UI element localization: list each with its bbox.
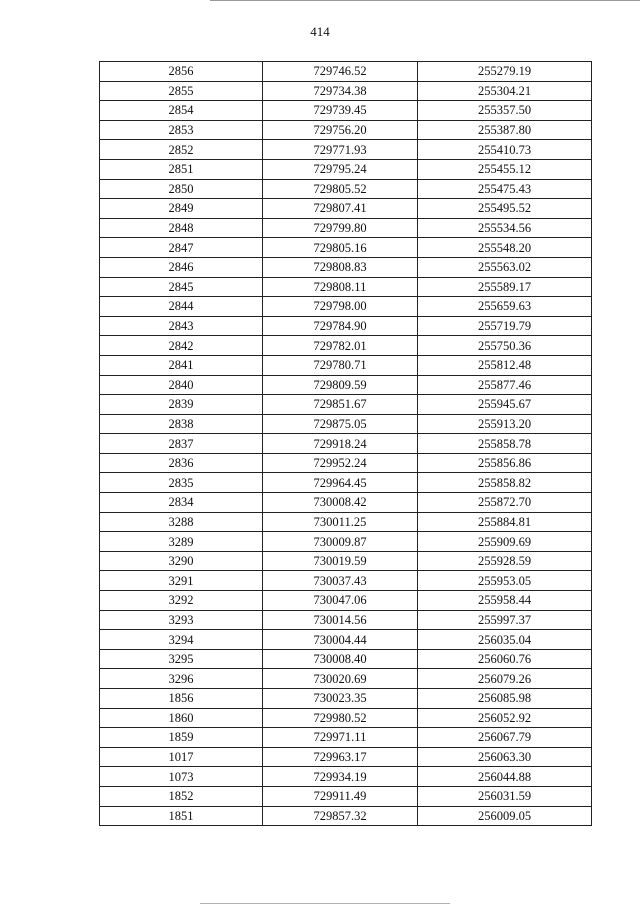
point-number-cell: 1859 [100,728,263,748]
x-coordinate-cell: 729808.11 [263,277,418,297]
y-coordinate-cell: 255909.69 [418,532,592,552]
x-coordinate-cell: 730009.87 [263,532,418,552]
y-coordinate-cell: 255589.17 [418,277,592,297]
y-coordinate-cell: 256085.98 [418,689,592,709]
point-number-cell: 2846 [100,257,263,277]
y-coordinate-cell: 255856.86 [418,453,592,473]
table-row [100,277,592,297]
x-coordinate-cell: 729934.19 [263,767,418,787]
x-coordinate-cell: 729851.67 [263,395,418,415]
y-coordinate-cell: 255410.73 [418,140,592,160]
point-number-cell: 1852 [100,786,263,806]
y-coordinate-cell: 255387.80 [418,120,592,140]
x-coordinate-cell: 729746.52 [263,62,418,82]
x-coordinate-cell: 730023.35 [263,689,418,709]
table-row [100,747,592,767]
point-number-cell: 2840 [100,375,263,395]
x-coordinate-cell: 730037.43 [263,571,418,591]
point-number-cell: 1851 [100,806,263,826]
point-number-cell: 2842 [100,336,263,356]
table-row [100,120,592,140]
point-number-cell: 3295 [100,649,263,669]
x-coordinate-cell: 729780.71 [263,355,418,375]
point-number-cell: 2852 [100,140,263,160]
x-coordinate-cell: 729798.00 [263,297,418,317]
point-number-cell: 2835 [100,473,263,493]
table-row [100,336,592,356]
coordinates-table-body [100,62,592,826]
x-coordinate-cell: 729963.17 [263,747,418,767]
x-coordinate-cell: 729805.52 [263,179,418,199]
coordinates-table-container [99,61,591,826]
table-row [100,591,592,611]
table-row [100,767,592,787]
point-number-cell: 3288 [100,512,263,532]
table-row [100,512,592,532]
table-row [100,689,592,709]
table-row [100,610,592,630]
table-row [100,355,592,375]
point-number-cell: 1017 [100,747,263,767]
x-coordinate-cell: 730008.42 [263,493,418,513]
table-row [100,179,592,199]
table-row [100,434,592,454]
point-number-cell: 2856 [100,62,263,82]
bottom-divider-line [200,903,450,904]
point-number-cell: 3289 [100,532,263,552]
table-row [100,238,592,258]
y-coordinate-cell: 255858.82 [418,473,592,493]
x-coordinate-cell: 729739.45 [263,101,418,121]
point-number-cell: 2834 [100,493,263,513]
point-number-cell: 2851 [100,159,263,179]
x-coordinate-cell: 729805.16 [263,238,418,258]
point-number-cell: 2849 [100,199,263,219]
table-row [100,728,592,748]
table-row [100,159,592,179]
point-number-cell: 2850 [100,179,263,199]
x-coordinate-cell: 730014.56 [263,610,418,630]
table-row [100,297,592,317]
x-coordinate-cell: 729964.45 [263,473,418,493]
table-row [100,81,592,101]
y-coordinate-cell: 256052.92 [418,708,592,728]
table-row [100,493,592,513]
point-number-cell: 2853 [100,120,263,140]
table-row [100,630,592,650]
y-coordinate-cell: 255548.20 [418,238,592,258]
table-row [100,101,592,121]
point-number-cell: 3294 [100,630,263,650]
point-number-cell: 3291 [100,571,263,591]
y-coordinate-cell: 255958.44 [418,591,592,611]
x-coordinate-cell: 729784.90 [263,316,418,336]
table-row [100,551,592,571]
table-row [100,649,592,669]
table-row [100,199,592,219]
point-number-cell: 2844 [100,297,263,317]
point-number-cell: 2845 [100,277,263,297]
page-number: 414 [310,24,330,39]
y-coordinate-cell: 255877.46 [418,375,592,395]
top-divider-line [210,0,640,1]
x-coordinate-cell: 729756.20 [263,120,418,140]
x-coordinate-cell: 729807.41 [263,199,418,219]
y-coordinate-cell: 256067.79 [418,728,592,748]
point-number-cell: 2838 [100,414,263,434]
y-coordinate-cell: 256060.76 [418,649,592,669]
table-row [100,532,592,552]
y-coordinate-cell: 255534.56 [418,218,592,238]
table-row [100,414,592,434]
point-number-cell: 2841 [100,355,263,375]
x-coordinate-cell: 730011.25 [263,512,418,532]
table-row [100,316,592,336]
y-coordinate-cell: 256063.30 [418,747,592,767]
y-coordinate-cell: 255357.50 [418,101,592,121]
x-coordinate-cell: 729875.05 [263,414,418,434]
y-coordinate-cell: 255475.43 [418,179,592,199]
x-coordinate-cell: 730004.44 [263,630,418,650]
x-coordinate-cell: 729971.11 [263,728,418,748]
y-coordinate-cell: 255858.78 [418,434,592,454]
table-row [100,806,592,826]
x-coordinate-cell: 729808.83 [263,257,418,277]
x-coordinate-cell: 730008.40 [263,649,418,669]
y-coordinate-cell: 256009.05 [418,806,592,826]
table-row [100,708,592,728]
y-coordinate-cell: 255750.36 [418,336,592,356]
point-number-cell: 2855 [100,81,263,101]
y-coordinate-cell: 255719.79 [418,316,592,336]
point-number-cell: 2854 [100,101,263,121]
x-coordinate-cell: 729918.24 [263,434,418,454]
point-number-cell: 3293 [100,610,263,630]
y-coordinate-cell: 255913.20 [418,414,592,434]
table-row [100,571,592,591]
point-number-cell: 2843 [100,316,263,336]
point-number-cell: 2836 [100,453,263,473]
table-row [100,669,592,689]
table-row [100,375,592,395]
table-row [100,218,592,238]
y-coordinate-cell: 256035.04 [418,630,592,650]
y-coordinate-cell: 255304.21 [418,81,592,101]
table-row [100,473,592,493]
point-number-cell: 2837 [100,434,263,454]
y-coordinate-cell: 256044.88 [418,767,592,787]
coordinates-table [99,61,592,826]
y-coordinate-cell: 255945.67 [418,395,592,415]
table-row [100,140,592,160]
y-coordinate-cell: 255455.12 [418,159,592,179]
point-number-cell: 2848 [100,218,263,238]
x-coordinate-cell: 729734.38 [263,81,418,101]
y-coordinate-cell: 255563.02 [418,257,592,277]
x-coordinate-cell: 729799.80 [263,218,418,238]
y-coordinate-cell: 255812.48 [418,355,592,375]
y-coordinate-cell: 255659.63 [418,297,592,317]
point-number-cell: 3290 [100,551,263,571]
x-coordinate-cell: 729795.24 [263,159,418,179]
y-coordinate-cell: 255997.37 [418,610,592,630]
y-coordinate-cell: 255884.81 [418,512,592,532]
x-coordinate-cell: 729980.52 [263,708,418,728]
point-number-cell: 1073 [100,767,263,787]
table-row [100,395,592,415]
x-coordinate-cell: 729911.49 [263,786,418,806]
point-number-cell: 3292 [100,591,263,611]
point-number-cell: 1856 [100,689,263,709]
point-number-cell: 3296 [100,669,263,689]
point-number-cell: 2847 [100,238,263,258]
table-row [100,62,592,82]
x-coordinate-cell: 729809.59 [263,375,418,395]
x-coordinate-cell: 730020.69 [263,669,418,689]
x-coordinate-cell: 730047.06 [263,591,418,611]
x-coordinate-cell: 730019.59 [263,551,418,571]
table-row [100,453,592,473]
y-coordinate-cell: 255495.52 [418,199,592,219]
x-coordinate-cell: 729952.24 [263,453,418,473]
y-coordinate-cell: 255953.05 [418,571,592,591]
y-coordinate-cell: 255279.19 [418,62,592,82]
table-row [100,257,592,277]
point-number-cell: 2839 [100,395,263,415]
y-coordinate-cell: 256031.59 [418,786,592,806]
x-coordinate-cell: 729857.32 [263,806,418,826]
table-row [100,786,592,806]
y-coordinate-cell: 255872.70 [418,493,592,513]
x-coordinate-cell: 729771.93 [263,140,418,160]
y-coordinate-cell: 256079.26 [418,669,592,689]
y-coordinate-cell: 255928.59 [418,551,592,571]
point-number-cell: 1860 [100,708,263,728]
x-coordinate-cell: 729782.01 [263,336,418,356]
